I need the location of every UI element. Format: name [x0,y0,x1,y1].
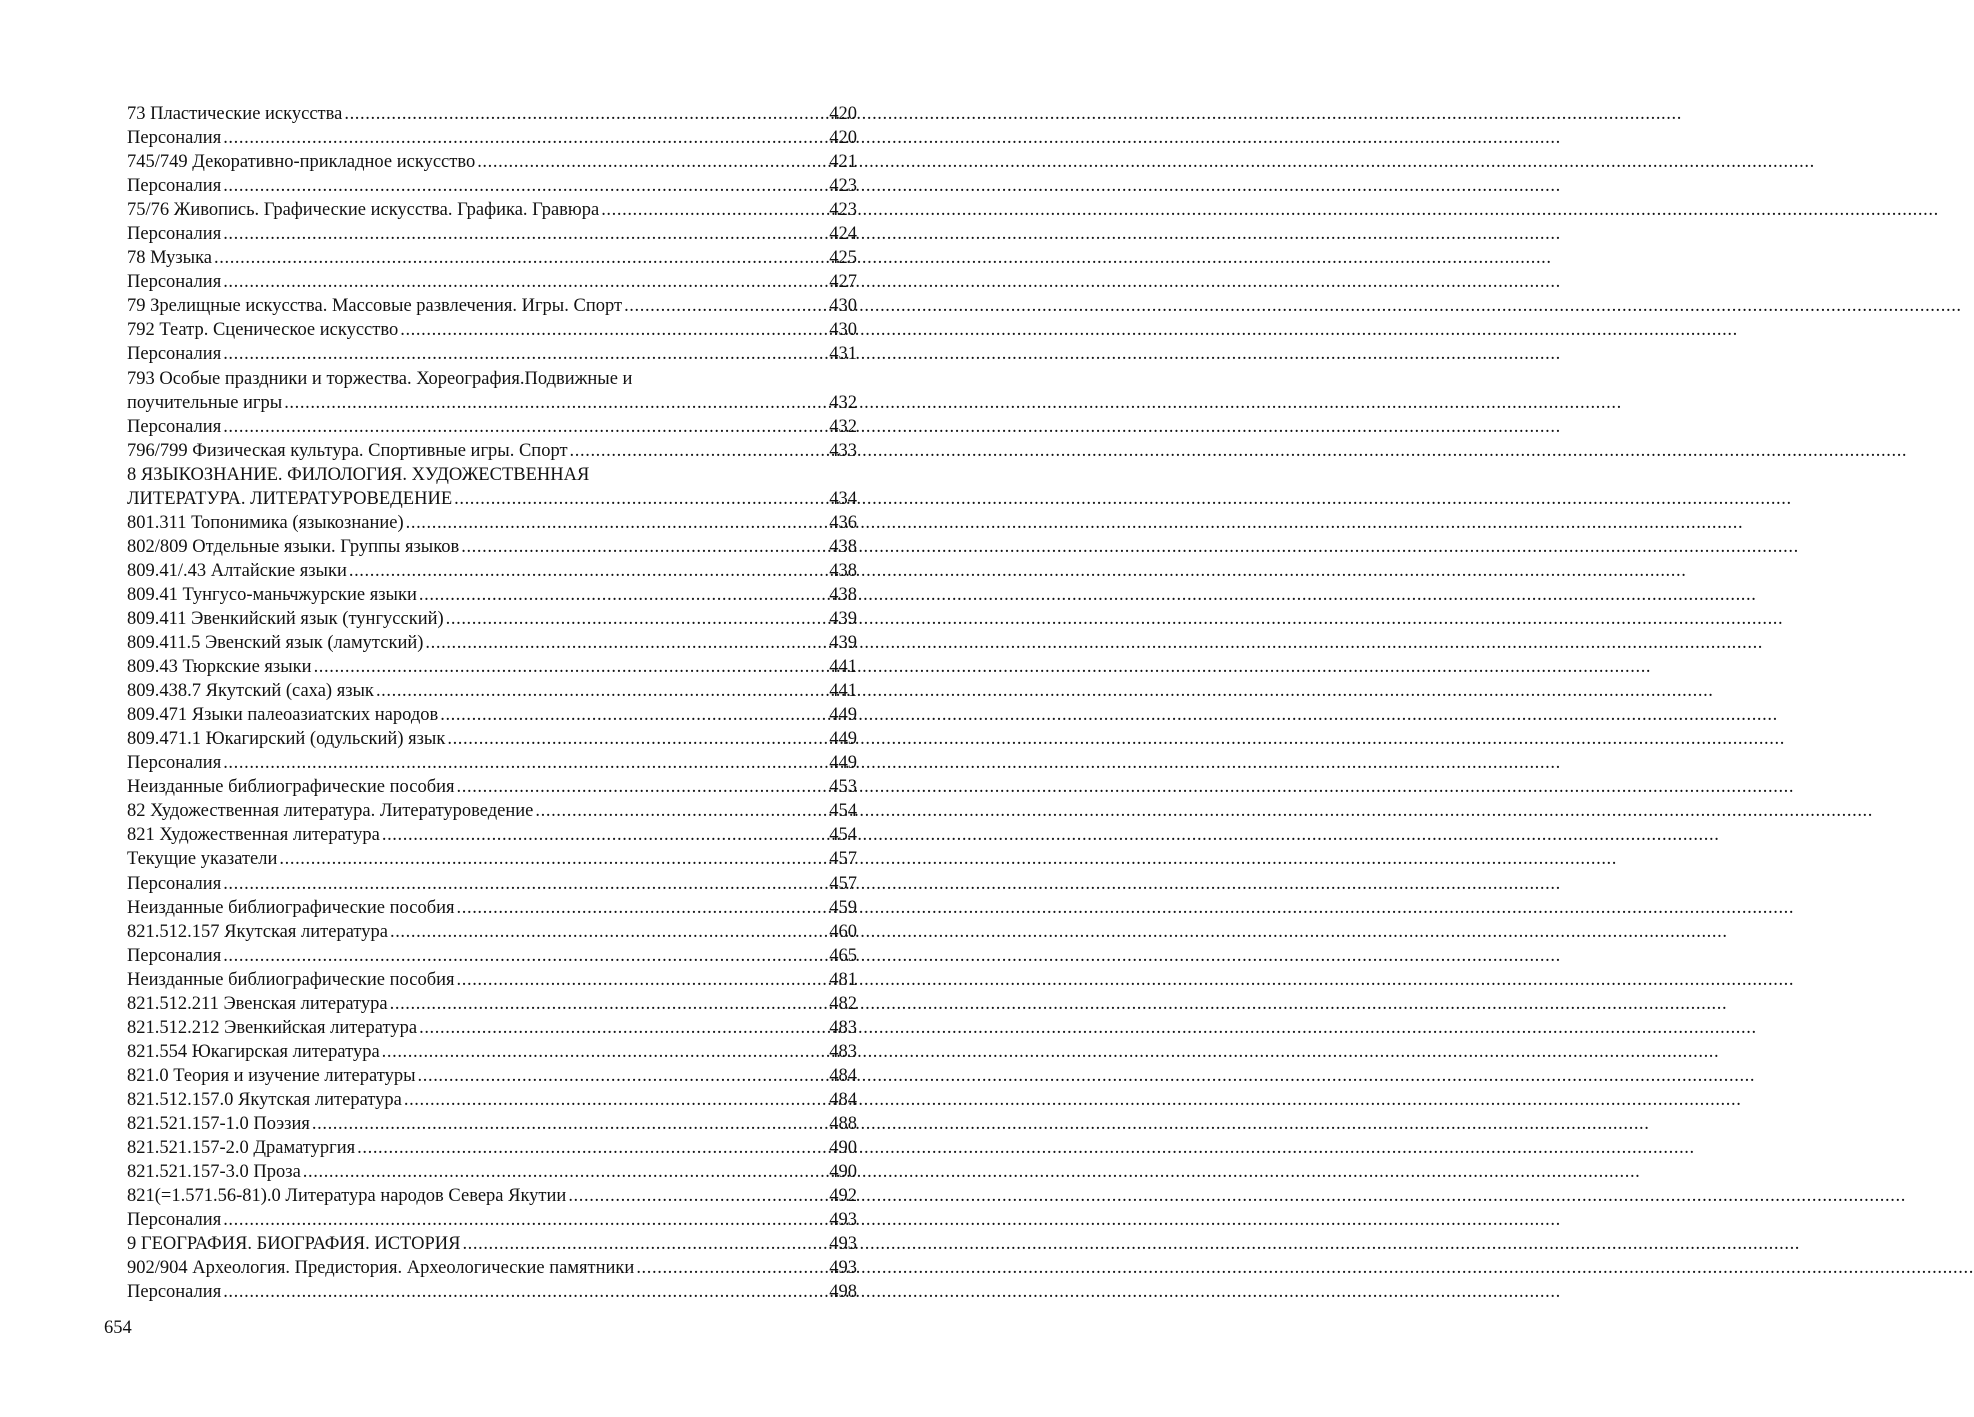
toc-entry [127,920,857,944]
toc-entry-page: 498 [829,1282,857,1303]
toc-entry-row [127,679,857,703]
toc-entry-title: Персоналия [127,128,222,149]
toc-entry-title: Персоналия [127,753,222,774]
toc-entry-page: 420 [829,128,857,149]
toc-entry-title: 79 Зрелищные искусства. Массовые развлечения. Игры. Спорт [127,296,623,317]
toc-entry-title: 821 Художественная литература [127,825,380,846]
dot-leader [223,222,827,246]
dot-leader [477,150,827,174]
toc-entry-title: ЛИТЕРАТУРА. ЛИТЕРАТУРОВЕДЕНИЕ [127,488,453,509]
toc-entry-title: 821.0 Теория и изучение литературы [127,1065,416,1086]
toc-entry-title: 9 ГЕОГРАФИЯ. БИОГРАФИЯ. ИСТОРИЯ [127,1234,461,1255]
toc-entry-page: 432 [829,392,857,413]
toc-entry [127,415,857,439]
toc-entry [127,342,857,366]
dot-leader [461,535,827,559]
toc-entry-page: 483 [829,1041,857,1062]
toc-entry-row [127,703,857,727]
toc-entry [127,703,857,727]
toc-entry-page: 425 [829,248,857,269]
toc-entry-page: 459 [829,897,857,918]
toc-entry-page: 481 [829,969,857,990]
toc-entry-title: Персоналия [127,272,222,293]
toc-entry-row [127,847,857,871]
toc-entry-title: 809.411 Эвенкийский язык (тунгусский) [127,608,444,629]
toc-entry-page: 439 [829,608,857,629]
toc-entry-page: 482 [829,993,857,1014]
dot-leader [349,559,827,583]
toc-entry-title-line1: 8 ЯЗЫКОЗНАНИЕ. ФИЛОЛОГИЯ. ХУДОЖЕСТВЕННАЯ [127,464,590,485]
toc-entry-page: 490 [829,1138,857,1159]
dot-leader [419,583,827,607]
toc-entry-title: Персоналия [127,344,222,365]
toc-entry-page: 441 [829,681,857,702]
toc-entry-page: 457 [829,873,857,894]
dot-leader [570,439,828,463]
toc-entry-title: 82 Художественная литература. Литературоведение [127,801,534,822]
toc-entry-row [127,799,857,823]
dot-leader [390,920,827,944]
toc-entry [127,150,857,174]
toc-entry [127,847,857,871]
toc-entry-title: Персоналия [127,945,222,966]
toc-entry-page: 431 [829,344,857,365]
toc-entry-title-line1: 793 Особые праздники и торжества. Хореография.Подвижные и [127,368,633,389]
dot-leader [376,679,827,703]
toc-entry-page: 449 [829,753,857,774]
toc-entry [127,823,857,847]
toc-entry-page: 454 [829,801,857,822]
dot-leader [284,391,827,415]
toc-entry-title: 796/799 Физическая культура. Спортивные игры. Спорт [127,440,568,461]
toc-entry [127,246,857,270]
toc-entry-title: Персоналия [127,873,222,894]
dot-leader [357,1136,827,1160]
dot-leader [314,655,828,679]
toc-entry [127,631,857,655]
toc-entry-title: Неизданные библиографические пособия [127,777,455,798]
dot-leader [223,751,827,775]
dot-leader [419,1016,827,1040]
toc-entry-title: 73 Пластические искусства [127,104,343,124]
toc-entry-title: 902/904 Археология. Предистория. Археологические памятники [127,1258,635,1279]
dot-leader [454,487,827,511]
dot-leader [568,1184,827,1208]
toc-entry-page: 441 [829,657,857,678]
toc-entry-page: 449 [829,729,857,750]
toc-entry-page: 465 [829,945,857,966]
toc-entry-row [127,511,857,535]
toc-entry-row [127,535,857,559]
toc-entry-title: 75/76 Живопись. Графические искусства. Графика. Гравюра [127,200,600,221]
toc-entry-row [127,1040,857,1064]
toc-entry-row [127,992,857,1016]
toc-entry-row [127,1280,857,1304]
dot-leader [400,318,827,342]
toc-entry-row [127,1256,857,1280]
toc-entry-row [127,655,857,679]
toc-entry-title: 809.438.7 Якутский (саха) язык [127,681,374,702]
dot-leader [535,799,827,823]
toc-entry-title: 809.41/.43 Алтайские языки [127,560,347,581]
toc-entry-row [127,126,857,150]
toc-entry-row [127,968,857,992]
dot-leader [214,246,827,270]
toc-entry-page: 493 [829,1210,857,1231]
dot-leader [447,727,827,751]
toc-entry-title: 809.471.1 Юкагирский (одульский) язык [127,729,446,750]
toc-entry-page: 423 [829,200,857,221]
dot-leader [344,102,827,126]
toc-entry-row [127,222,857,246]
toc-entry-page: 424 [829,224,857,245]
toc-entry-row [127,102,857,126]
toc-entry-title: 809.471 Языки палеоазиатских народов [127,705,439,726]
toc-entry [127,126,857,150]
toc-entry-row [127,896,857,920]
dot-leader [624,294,827,318]
toc-entry-title: 792 Театр. Сценическое искусство [127,320,399,341]
dot-leader [446,607,828,631]
toc-entry [127,1280,857,1304]
toc-entry [127,439,857,463]
toc-entry [127,1256,857,1280]
toc-entry [127,1040,857,1064]
toc-entry-page: 438 [829,560,857,581]
toc-entry-title: 821.512.157 Якутская литература [127,921,388,942]
toc-entry-row [127,487,857,511]
toc-entry-page: 454 [829,825,857,846]
toc-entry-page: 420 [829,104,857,124]
dot-leader [404,1088,827,1112]
toc-entry-title: 78 Музыка [127,248,213,269]
toc-entry-page: 493 [829,1234,857,1255]
toc-entry [127,775,857,799]
toc-entry [127,535,857,559]
toc-entry-row [127,751,857,775]
toc-entry-page: 434 [829,488,857,509]
toc-entry-page: 449 [829,705,857,726]
dot-leader [425,631,827,655]
dot-leader [223,342,827,366]
toc-entry [127,968,857,992]
toc-entry [127,751,857,775]
toc-entry [127,872,857,896]
toc-entry-row [127,727,857,751]
toc-entry [127,1016,857,1040]
toc-entry-row [127,631,857,655]
toc-entry-page: 432 [829,416,857,437]
toc-entry-page: 430 [829,320,857,341]
toc-entry [127,992,857,1016]
toc-entry-title: 821.521.157-2.0 Драматургия [127,1138,356,1159]
toc-entry [127,1064,857,1088]
toc-entry-page: 457 [829,849,857,870]
toc-entry-page: 484 [829,1089,857,1110]
toc-entry-row [127,823,857,847]
toc-entry-title: 809.41 Тунгусо-маньчжурские языки [127,584,417,605]
toc-entry-title: 821.512.212 Эвенкийская литература [127,1017,418,1038]
toc-entry-row [127,439,857,463]
toc-entry-row [127,920,857,944]
toc-entry-page: 430 [829,296,857,317]
toc-entry [127,1112,857,1136]
dot-leader [223,1208,827,1232]
toc-entry [127,655,857,679]
toc-entry-title: Персоналия [127,176,222,197]
toc-entry-title: Персоналия [127,224,222,245]
toc-entry [127,294,857,318]
toc-entry-row [127,198,857,222]
toc-entry-title: Персоналия [127,416,222,437]
toc-entry [127,198,857,222]
toc-entry [127,270,857,294]
toc-entry [127,463,857,511]
toc-entry [127,367,857,415]
toc-entry-title: 821.521.157-3.0 Проза [127,1162,301,1183]
dot-leader [406,511,828,535]
dot-leader [223,174,827,198]
dot-leader [223,415,827,439]
dot-leader [223,944,827,968]
toc-entry-row [127,342,857,366]
dot-leader [636,1256,827,1280]
toc-entry-title: 809.411.5 Эвенский язык (ламутский) [127,633,424,654]
toc-entry-page: 484 [829,1065,857,1086]
toc-entry-row [127,1112,857,1136]
dot-leader [382,823,827,847]
toc-entry [127,102,857,126]
toc-entry-title: 802/809 Отдельные языки. Группы языков [127,536,460,557]
toc-entry-row [127,150,857,174]
toc-entry-title: 821.512.211 Эвенская литература [127,993,388,1014]
toc-entry-title: 809.43 Тюркские языки [127,657,312,678]
toc-entry-title: 745/749 Декоративно-прикладное искусство [127,152,476,173]
toc-entry-page: 483 [829,1017,857,1038]
toc-entry [127,1088,857,1112]
toc-entry-row [127,1136,857,1160]
toc-entry-title: Текущие указатели [127,849,278,870]
toc-entry-title: Неизданные библиографические пособия [127,969,455,990]
toc-entry-page: 460 [829,921,857,942]
dot-leader [390,992,828,1016]
toc-entry [127,1184,857,1208]
toc-entry [127,679,857,703]
dot-leader [457,896,828,920]
toc-entry [127,1208,857,1232]
toc-entry [127,318,857,342]
toc-entry-row [127,1208,857,1232]
dot-leader [418,1064,828,1088]
dot-leader [223,126,827,150]
toc-entry-title: Персоналия [127,1210,222,1231]
toc-entry-row [127,1088,857,1112]
toc-entry-title: поучительные игры [127,392,283,413]
page-number: 654 [104,1318,132,1338]
toc-entry-page: 492 [829,1186,857,1207]
toc-entry-title: Персоналия [127,1282,222,1303]
toc-entry-page: 433 [829,440,857,461]
dot-leader [457,775,828,799]
dot-leader [223,872,827,896]
toc-entry-row [127,415,857,439]
toc-entry-row [127,583,857,607]
toc-entry-row [127,391,857,415]
toc-entry-title: 801.311 Топонимика (языкознание) [127,512,404,533]
dot-leader [223,1280,827,1304]
dot-leader [462,1232,827,1256]
dot-leader [303,1160,827,1184]
toc-entry-page: 493 [829,1258,857,1279]
dot-leader [601,198,827,222]
toc-entry-row [127,1232,857,1256]
toc-entry [127,727,857,751]
dot-leader [312,1112,827,1136]
toc-entry-title: Неизданные библиографические пособия [127,897,455,918]
toc-entry-row [127,1184,857,1208]
toc-entry-row [127,607,857,631]
toc-entry-row [127,294,857,318]
toc-entry [127,222,857,246]
dot-leader [382,1040,828,1064]
toc-entry [127,511,857,535]
toc-entry-row [127,1016,857,1040]
toc-entry-title: 821.521.157-1.0 Поэзия [127,1113,310,1134]
toc-entry-row [127,944,857,968]
toc-entry [127,1136,857,1160]
dot-leader [279,847,827,871]
toc-entry-page: 436 [829,512,857,533]
toc-entry [127,896,857,920]
toc-entry [127,174,857,198]
toc-entry-title: 821.512.157.0 Якутская литература [127,1089,402,1110]
toc-entry-page: 438 [829,584,857,605]
toc-entry [127,1232,857,1256]
toc-entry [127,799,857,823]
toc-entry-row [127,559,857,583]
toc-entry-row [127,174,857,198]
toc-entry-title: 821.554 Юкагирская литература [127,1041,380,1062]
toc-entry-row [127,775,857,799]
toc-entry-row [127,318,857,342]
toc-entry [127,559,857,583]
table-of-contents [127,102,857,1304]
toc-entry-page: 423 [829,176,857,197]
toc-entry-row [127,270,857,294]
toc-entry-row [127,872,857,896]
toc-entry [127,583,857,607]
dot-leader [440,703,827,727]
toc-entry-page: 490 [829,1162,857,1183]
dot-leader [457,968,828,992]
toc-entry [127,1160,857,1184]
toc-entry-page: 453 [829,777,857,798]
dot-leader [223,270,827,294]
toc-entry [127,607,857,631]
toc-entry-page: 421 [829,152,857,173]
toc-entry [127,944,857,968]
toc-entry-row [127,246,857,270]
toc-entry-title: 821(=1.571.56-81).0 Литература народов Севера Якутии [127,1186,567,1207]
toc-entry-row [127,1160,857,1184]
toc-entry-page: 427 [829,272,857,293]
toc-entry-row [127,1064,857,1088]
toc-entry-page: 439 [829,633,857,654]
toc-entry-page: 488 [829,1113,857,1134]
toc-entry-page: 438 [829,536,857,557]
